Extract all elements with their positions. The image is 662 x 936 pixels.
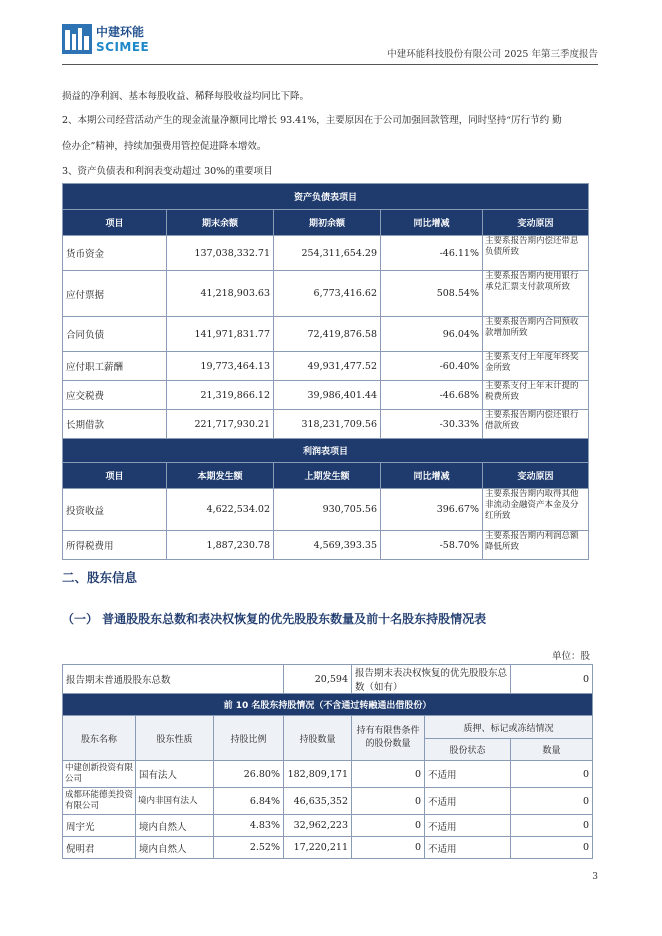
col-header-share-status: 股份状态 <box>425 739 511 761</box>
table-row <box>63 317 589 352</box>
col-header-quantity: 持股数量 <box>284 716 352 761</box>
table-row <box>63 761 593 788</box>
balance-sheet-table <box>62 183 589 560</box>
logo-chinese-text: 中建环能 <box>96 25 145 39</box>
cell-item: 货币资金 <box>63 236 167 271</box>
cell-reason: 主要系报告期内偿还带息负债所致 <box>483 236 589 271</box>
shareholder-table <box>62 664 593 859</box>
table-row <box>63 271 589 317</box>
table-row <box>63 352 589 381</box>
cell-reason: 主要系报告期内利润总额降低所致 <box>483 531 589 560</box>
cell-value: 1,887,230.78 <box>167 531 274 560</box>
paragraph-3: 3、资产负债表和利润表变动超过 30%的重要项目 <box>62 166 273 177</box>
cell-restricted: 0 <box>352 837 425 859</box>
cell-nature: 境内自然人 <box>136 837 214 859</box>
cell-restricted: 0 <box>352 788 425 815</box>
cell-value: 72,419,876.58 <box>274 317 381 352</box>
cell-nature: 境内自然人 <box>136 815 214 837</box>
cell-item: 应交税费 <box>63 381 167 410</box>
col-header-nature: 股东性质 <box>136 716 214 761</box>
cell-quantity: 46,635,352 <box>284 788 352 815</box>
col-header-previous-amount: 上期发生额 <box>274 463 381 489</box>
unit-label: 单位：股 <box>551 651 590 662</box>
cell-reason: 主要系报告期内偿还银行借款所致 <box>483 410 589 439</box>
cell-change: -30.33% <box>381 410 483 439</box>
col-header-pledge: 质押、标记或冻结情况 <box>425 716 593 739</box>
cell-shareholder-name: 周宇光 <box>63 815 136 837</box>
cell-quantity: 17,220,211 <box>284 837 352 859</box>
cell-status: 不适用 <box>425 761 511 788</box>
page-number: 3 <box>592 872 598 882</box>
cell-change: 396.67% <box>381 489 483 531</box>
cell-item: 长期借款 <box>63 410 167 439</box>
company-logo-icon <box>62 24 92 54</box>
cell-change: -60.40% <box>381 352 483 381</box>
cell-change: 96.04% <box>381 317 483 352</box>
page-header <box>62 20 598 65</box>
col-header-item: 项目 <box>63 210 167 236</box>
cell-pledge-quantity: 0 <box>511 815 593 837</box>
table-row <box>63 837 593 859</box>
cell-pledge-quantity: 0 <box>511 837 593 859</box>
logo-english-text: SCIMEE <box>96 40 150 54</box>
cell-ratio: 4.83% <box>214 815 284 837</box>
cell-value: 4,622,534.02 <box>167 489 274 531</box>
document-title: 中建环能科技股份有限公司 2025 年第三季度报告 <box>387 49 598 60</box>
table-row <box>63 489 589 531</box>
col-header-reason: 变动原因 <box>483 210 589 236</box>
col-header-change: 同比增减 <box>381 463 483 489</box>
cell-change: -46.11% <box>381 236 483 271</box>
cell-shareholder-name: 倪明君 <box>63 837 136 859</box>
table-row <box>63 788 593 815</box>
cell-pledge-quantity: 0 <box>511 761 593 788</box>
cell-item: 投资收益 <box>63 489 167 531</box>
cell-value: 6,773,416.62 <box>274 271 381 317</box>
cell-value: 221,717,930.21 <box>167 410 274 439</box>
cell-quantity: 182,809,171 <box>284 761 352 788</box>
cell-value: 39,986,401.44 <box>274 381 381 410</box>
col-header-current-amount: 本期发生额 <box>167 463 274 489</box>
col-header-name: 股东名称 <box>63 716 136 761</box>
paragraph-1: 损益的净利润、基本每股收益、稀释每股收益均同比下降。 <box>62 91 310 102</box>
cell-item: 合同负债 <box>63 317 167 352</box>
table-row <box>63 531 589 560</box>
cell-ratio: 6.84% <box>214 788 284 815</box>
col-header-restricted: 持有有限售条件的股份数量 <box>352 716 425 761</box>
paragraph-2-line-1: 2、本期公司经营活动产生的现金流量净额同比增长 93.41%，主要原因在于公司加强回款管理，同时坚持“厉行节约 勤 <box>62 115 562 126</box>
cell-shareholder-name: 中建创新投资有限公司 <box>63 761 136 788</box>
cell-value: 49,931,477.52 <box>274 352 381 381</box>
cell-status: 不适用 <box>425 815 511 837</box>
cell-value: 137,038,332.71 <box>167 236 274 271</box>
table-row <box>63 815 593 837</box>
col-header-end-balance: 期末余额 <box>167 210 274 236</box>
balance-table-title: 资产负债表项目 <box>63 184 589 210</box>
cell-restricted: 0 <box>352 815 425 837</box>
table-row <box>63 410 589 439</box>
cell-value: 930,705.56 <box>274 489 381 531</box>
cell-shareholder-name: 成都环能德美投资有限公司 <box>63 788 136 815</box>
cell-value: 21,319,866.12 <box>167 381 274 410</box>
col-header-reason: 变动原因 <box>483 463 589 489</box>
col-header-ratio: 持股比例 <box>214 716 284 761</box>
cell-reason: 主要系报告期内合同预收款增加所致 <box>483 317 589 352</box>
cell-value: 318,231,709.56 <box>274 410 381 439</box>
cell-reason: 主要系支付上年末计提的税费所致 <box>483 381 589 410</box>
cell-ratio: 2.52% <box>214 837 284 859</box>
cell-change: -46.68% <box>381 381 483 410</box>
summary-row <box>63 665 593 694</box>
cell-reason: 主要系支付上年度年终奖金所致 <box>483 352 589 381</box>
cell-item: 应付票据 <box>63 271 167 317</box>
top10-table-title: 前 10 名股东持股情况（不含通过转融通出借股份） <box>63 694 593 716</box>
col-header-pledge-quantity: 数量 <box>511 739 593 761</box>
preferred-shareholders-label: 报告期末表决权恢复的优先股股东总数（如有） <box>352 665 511 694</box>
section-title: 二、股东信息 <box>62 570 138 585</box>
cell-nature: 境内非国有法人 <box>136 788 214 815</box>
income-table-title: 利润表项目 <box>63 439 589 463</box>
cell-reason: 主要系报告期内使用银行承兑汇票支付款项所致 <box>483 271 589 317</box>
cell-status: 不适用 <box>425 837 511 859</box>
cell-ratio: 26.80% <box>214 761 284 788</box>
cell-restricted: 0 <box>352 761 425 788</box>
cell-change: -58.70% <box>381 531 483 560</box>
cell-value: 41,218,903.63 <box>167 271 274 317</box>
col-header-item: 项目 <box>63 463 167 489</box>
cell-change: 508.54% <box>381 271 483 317</box>
cell-value: 254,311,654.29 <box>274 236 381 271</box>
col-header-change: 同比增减 <box>381 210 483 236</box>
paragraph-2-line-2: 俭办企”精神，持续加强费用管控促进降本增效。 <box>62 141 267 152</box>
cell-quantity: 32,962,223 <box>284 815 352 837</box>
subsection-title: （一） 普通股股东总数和表决权恢复的优先股股东数量及前十名股东持股情况表 <box>62 612 487 626</box>
table-row <box>63 381 589 410</box>
total-shareholders-label: 报告期末普通股股东总数 <box>63 665 284 694</box>
total-shareholders-value: 20,594 <box>284 665 352 694</box>
preferred-shareholders-value: 0 <box>511 665 593 694</box>
cell-value: 141,971,831.77 <box>167 317 274 352</box>
cell-nature: 国有法人 <box>136 761 214 788</box>
cell-value: 4,569,393.35 <box>274 531 381 560</box>
cell-reason: 主要系报告期内取得其他非流动金融资产本金及分红所致 <box>483 489 589 531</box>
cell-item: 应付职工薪酬 <box>63 352 167 381</box>
col-header-begin-balance: 期初余额 <box>274 210 381 236</box>
cell-pledge-quantity: 0 <box>511 788 593 815</box>
table-row <box>63 236 589 271</box>
cell-value: 19,773,464.13 <box>167 352 274 381</box>
cell-status: 不适用 <box>425 788 511 815</box>
cell-item: 所得税费用 <box>63 531 167 560</box>
